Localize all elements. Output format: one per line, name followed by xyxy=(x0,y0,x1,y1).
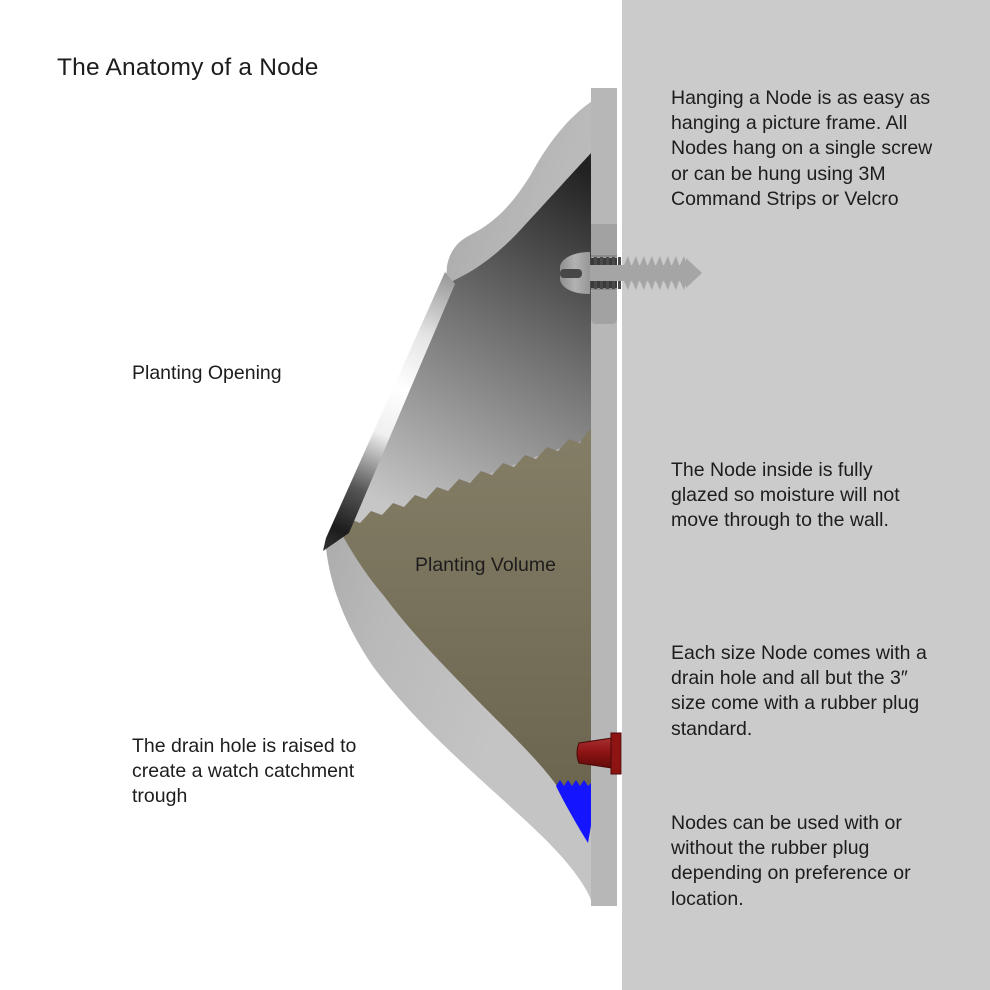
plug-usage-note: Nodes can be used with or without the rubber plug depending on preference or location. xyxy=(671,812,911,910)
drain-plug-flange xyxy=(611,733,621,774)
screw-shaft xyxy=(584,265,688,281)
keyhole-bracket-bottom xyxy=(591,288,617,324)
screw-slot xyxy=(560,269,582,278)
node-back-panel xyxy=(591,88,617,906)
drain-plug-note: Each size Node comes with a drain hole and all but the 3″ size come with a rubber plug standard. xyxy=(671,642,927,740)
planting-opening-label: Planting Opening xyxy=(132,362,282,384)
hanging-note: Hanging a Node is as easy as hanging a picture frame. All Nodes hang on a single screw or can be hung using 3M Command Strips or Velcro xyxy=(671,87,933,210)
drain-hole-note: The drain hole is raised to create a watch catchment trough xyxy=(132,735,357,808)
planting-volume-label: Planting Volume xyxy=(415,554,556,576)
page-title: The Anatomy of a Node xyxy=(57,54,319,81)
glazed-note: The Node inside is fully glazed so moisture will not move through to the wall. xyxy=(671,459,900,532)
keyhole-bracket-top xyxy=(591,224,617,258)
